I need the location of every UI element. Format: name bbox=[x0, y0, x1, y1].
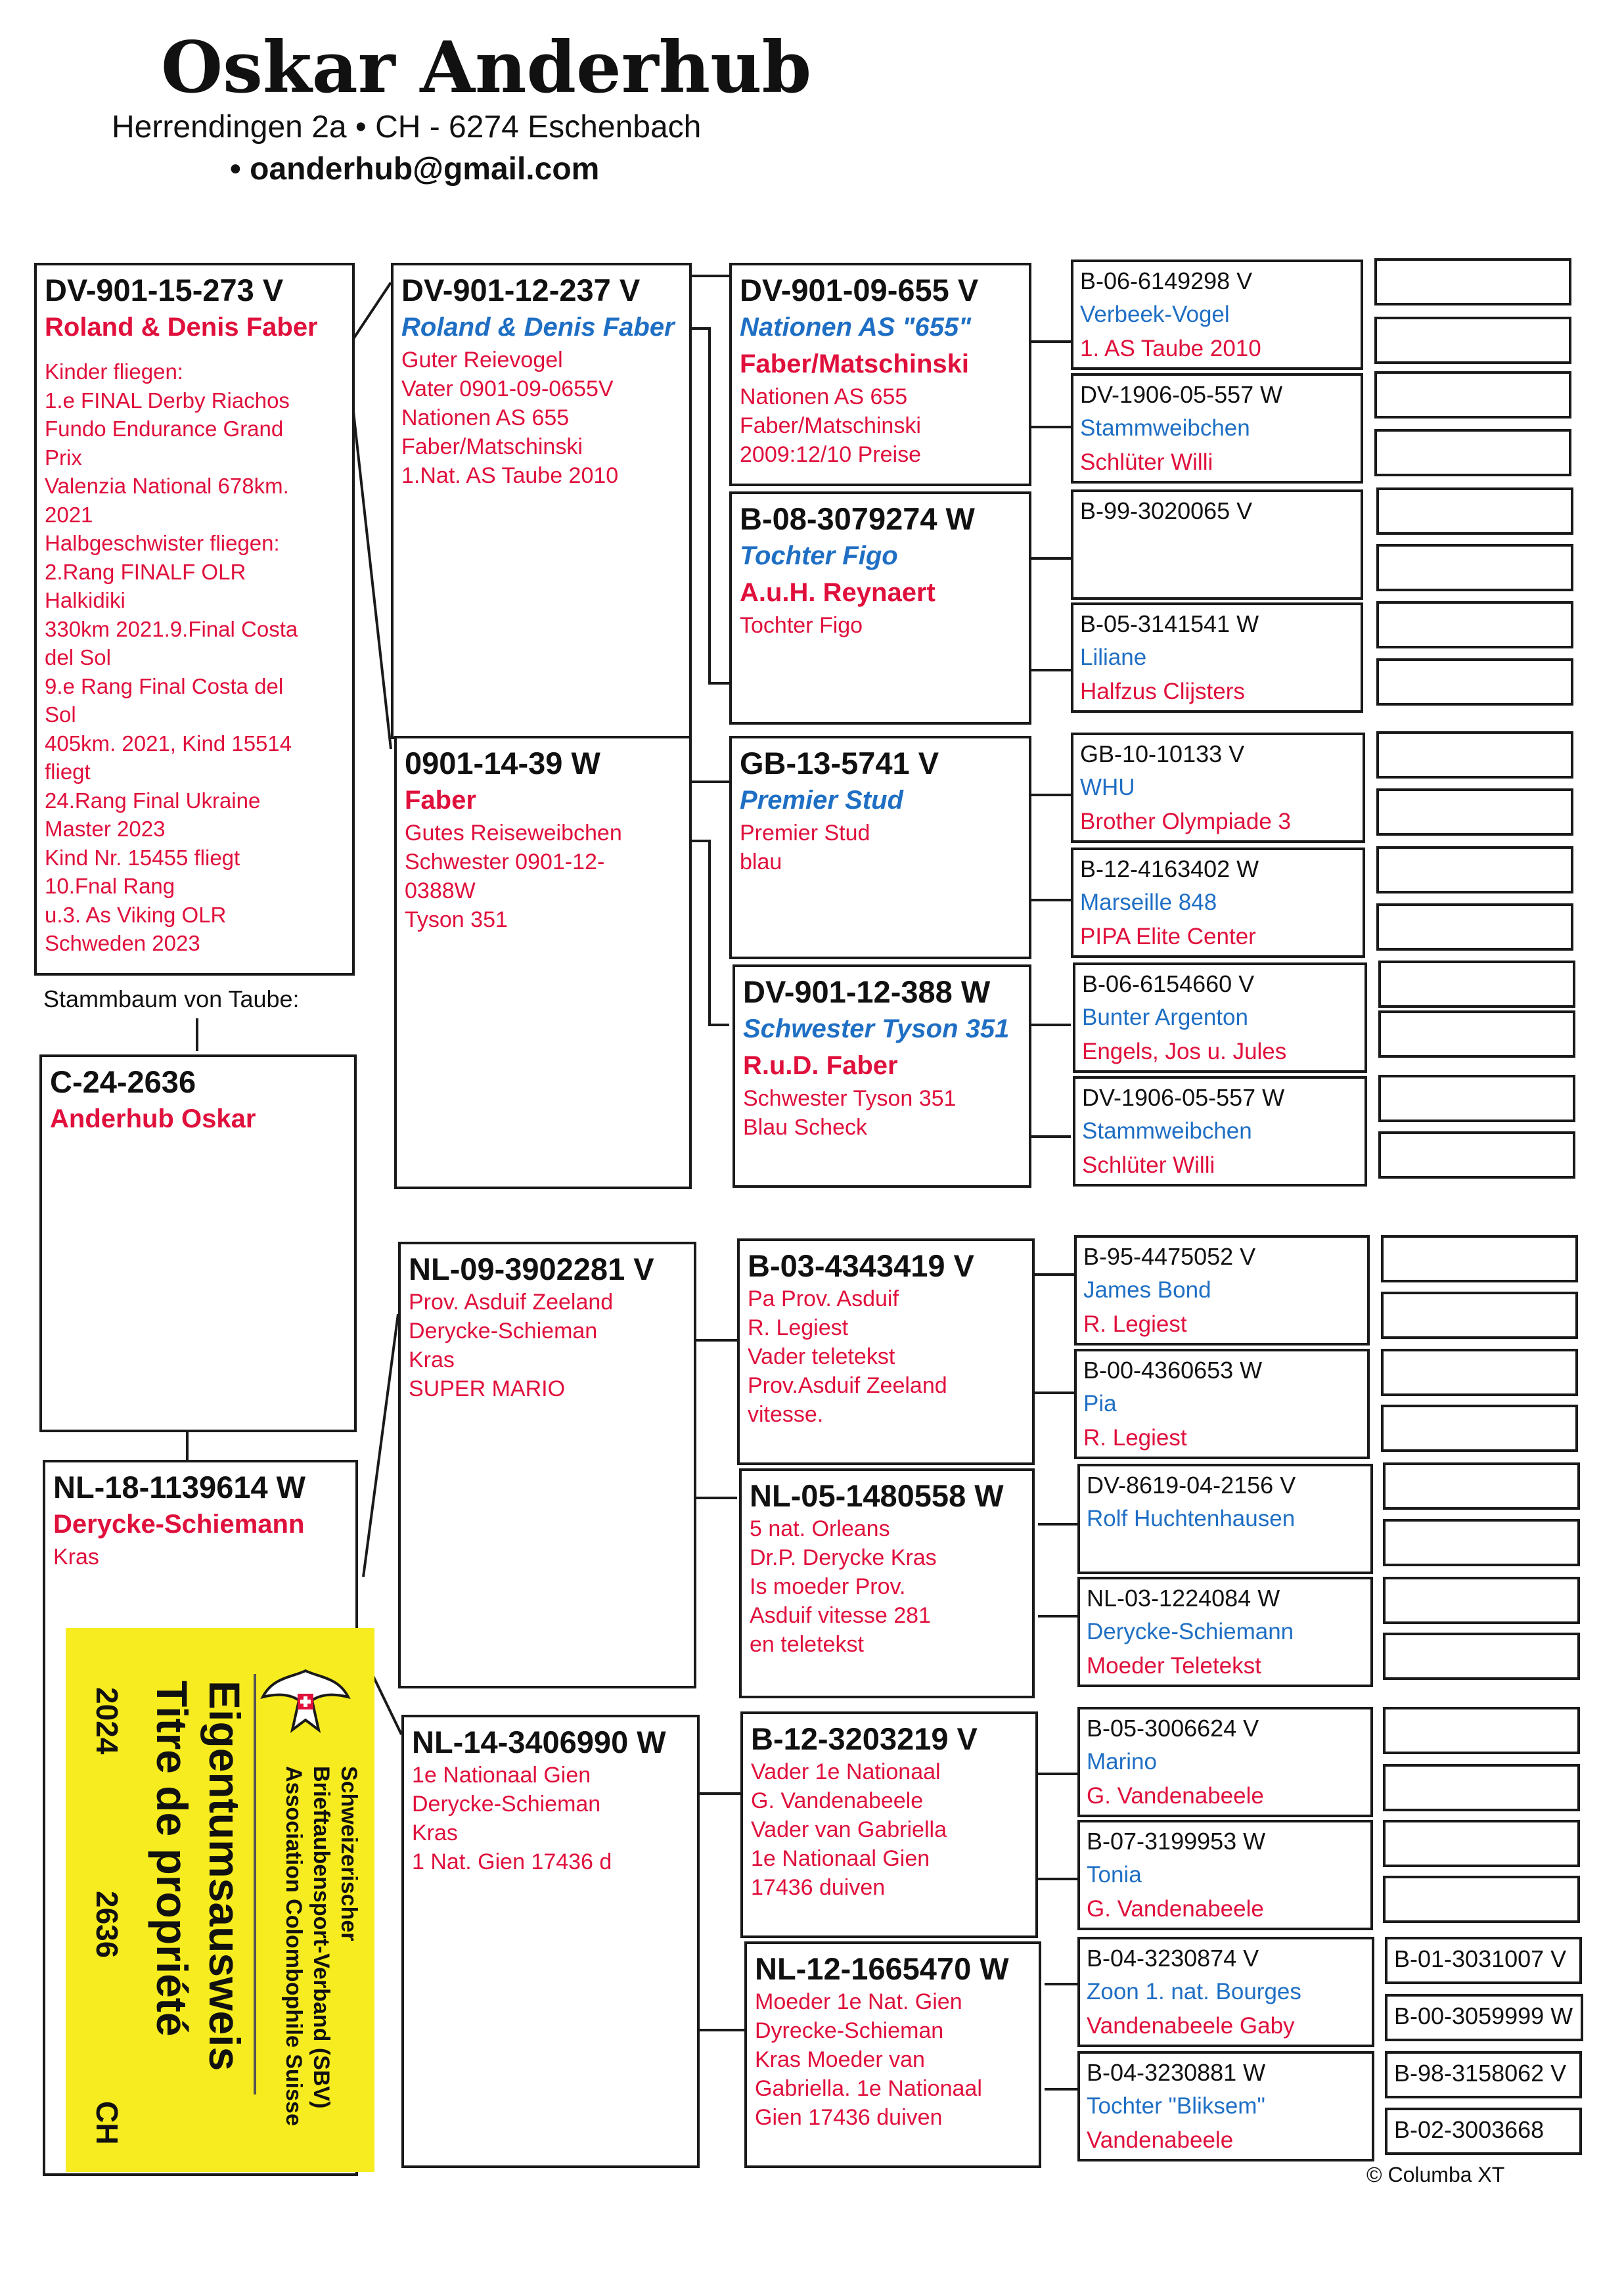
gen4-card: B-06-6154660 V Bunter Argenton Engels, Jos u. Jules bbox=[1073, 962, 1367, 1073]
gen5-slot bbox=[1383, 1764, 1580, 1811]
tag-title-de: Eigentumsausweis bbox=[200, 1681, 249, 2071]
gen3-dss: B-03-4343419 V Pa Prov. Asduif R. Legiest Vader teletekst Prov.Asduif Zeeland vitesse. bbox=[737, 1238, 1035, 1465]
gen5-slot bbox=[1383, 1633, 1580, 1680]
gen4-card: NL-03-1224084 W Derycke-Schiemann Moeder Teletekst bbox=[1077, 1577, 1373, 1687]
gen5-slot: B-98-3158062 V bbox=[1385, 2051, 1582, 2098]
gen4-card: B-04-3230881 W Tochter "Bliksem" Vandenabeele bbox=[1077, 2051, 1374, 2161]
sire-card bbox=[34, 263, 355, 976]
gen2-sire-sire: DV-901-12-237 V Roland & Denis Faber Guter Reievogel Vater 0901-09-0655V Nationen AS 655 Faber/Matschinski 1.Nat. AS Taube 2010 bbox=[391, 263, 692, 739]
gen5-slot bbox=[1376, 846, 1573, 894]
gen5-slot bbox=[1376, 544, 1573, 591]
copyright: © Columba XT bbox=[1366, 2163, 1505, 2186]
gen5-slot bbox=[1374, 371, 1571, 419]
tag-pin bbox=[254, 1674, 256, 2094]
gen3-sdd: DV-901-12-388 W Schwester Tyson 351 R.u.D. Faber Schwester Tyson 351 Blau Scheck bbox=[733, 964, 1031, 1188]
gen5-slot bbox=[1381, 1292, 1578, 1339]
dam-ring-id: NL-18-1139614 W bbox=[53, 1470, 306, 1504]
gen5-slot bbox=[1378, 961, 1575, 1008]
gen3-dsd: NL-05-1480558 W 5 nat. Orleans Dr.P. Derycke Kras Is moeder Prov. Asduif vitesse 281 en teletekst bbox=[739, 1468, 1035, 1698]
subject-owner: Anderhub Oskar bbox=[50, 1104, 256, 1133]
subject-ring-id: C-24-2636 bbox=[50, 1064, 196, 1099]
tag-title-fr: Titre de propriété bbox=[148, 1681, 196, 2037]
gen5-slot bbox=[1383, 1519, 1580, 1566]
gen5-slot: B-02-3003668 bbox=[1385, 2108, 1582, 2155]
gen4-card: DV-1906-05-557 W Stammweibchen Schlüter Willi bbox=[1071, 373, 1363, 484]
tag-org-2: Brieftaubensport-Verband (SBV) bbox=[309, 1766, 334, 2109]
gen4-card: B-07-3199953 W Tonia G. Vandenabeele bbox=[1077, 1820, 1373, 1930]
dam-notes: Kras bbox=[53, 1545, 99, 1570]
gen5-slot bbox=[1381, 1405, 1578, 1452]
gen4-card: B-00-4360653 W Pia R. Legiest bbox=[1074, 1349, 1370, 1459]
subject-card bbox=[39, 1054, 357, 1432]
gen4-card: B-06-6149298 V Verbeek-Vogel 1. AS Taube 2010 bbox=[1071, 260, 1363, 370]
tag-number: 2636 bbox=[90, 1891, 124, 1958]
breeder-address: Herrendingen 2a • CH - 6274 Eschenbach bbox=[112, 110, 702, 145]
gen5-slot bbox=[1378, 1010, 1575, 1058]
gen5-slot bbox=[1383, 1876, 1580, 1923]
gen5-slot bbox=[1383, 1820, 1580, 1867]
ownership-tag bbox=[66, 1628, 374, 2172]
gen5-slot bbox=[1376, 601, 1573, 648]
gen5-slot: B-01-3031007 V bbox=[1385, 1937, 1582, 1984]
gen5-slot bbox=[1374, 429, 1571, 476]
gen5-slot bbox=[1381, 1235, 1578, 1282]
gen4-card: B-99-3020065 V bbox=[1071, 489, 1363, 600]
gen5-slot bbox=[1376, 731, 1573, 779]
gen5-slot bbox=[1378, 1131, 1575, 1179]
gen4-card: B-04-3230874 V Zoon 1. nat. Bourges Vandenabeele Gaby bbox=[1077, 1937, 1374, 2047]
gen5-slot bbox=[1381, 1349, 1578, 1396]
tag-org-1: Schweizerischer bbox=[336, 1766, 361, 1941]
gen5-slot bbox=[1376, 903, 1573, 951]
gen3-ddd: NL-12-1665470 W Moeder 1e Nat. Gien Dyrecke-Schieman Kras Moeder van Gabriella. 1e Nationaal Gien 17436 duiven bbox=[744, 1941, 1041, 2168]
gen5-slot: B-00-3059999 W bbox=[1385, 1994, 1583, 2041]
breeder-name: Oskar Anderhub bbox=[161, 26, 812, 109]
gen3-dds: B-12-3203219 V Vader 1e Nationaal G. Vandenabeele Vader van Gabriella 1e Nationaal Gien 17436 duiven bbox=[740, 1711, 1038, 1938]
gen5-slot bbox=[1383, 1707, 1580, 1754]
sire-owner: Roland & Denis Faber bbox=[45, 313, 318, 342]
gen4-card: B-05-3141541 W Liliane Halfzus Clijsters bbox=[1071, 602, 1363, 713]
dove-icon bbox=[256, 1654, 355, 1759]
gen5-slot bbox=[1374, 317, 1571, 364]
gen5-slot bbox=[1378, 1075, 1575, 1122]
gen5-slot bbox=[1383, 1577, 1580, 1624]
tag-org-3: Association Colombophile Suisse bbox=[281, 1766, 306, 2126]
breeder-email: • oanderhub@gmail.com bbox=[230, 152, 600, 187]
gen4-card: B-12-4163402 W Marseille 848 PIPA Elite Center bbox=[1071, 848, 1365, 958]
gen4-card: DV-8619-04-2156 V Rolf Huchtenhausen bbox=[1077, 1464, 1373, 1574]
gen2-sire-dam: 0901-14-39 W Faber Gutes Reiseweibchen Schwester 0901-12- 0388W Tyson 351 bbox=[394, 736, 692, 1189]
gen5-slot bbox=[1374, 258, 1571, 305]
gen4-card: GB-10-10133 V WHU Brother Olympiade 3 bbox=[1071, 733, 1365, 843]
gen3-sss: DV-901-09-655 V Nationen AS "655" Faber/Matschinski Nationen AS 655 Faber/Matschinski 2009:12/10 Preise bbox=[729, 263, 1031, 486]
sire-notes: Kinder fliegen: 1.e FINAL Derby Riachos Fundo Endurance Grand Prix Valenzia National 678km. 2021 Halbgeschwister fliegen: 2.Rang FINALF OLR Halkidiki 330km 2021.9.Final Costa del Sol 9.e Rang Final Costa del Sol 405km. 2021, Kind 15514 fliegt 24.Rang Final Ukraine Master 2023 Kind Nr. 15455 fliegt 10.Fnal Rang u.3. As Viking OLR Schweden 2023 bbox=[45, 359, 298, 955]
tag-year: 2024 bbox=[90, 1687, 124, 1755]
gen5-slot bbox=[1376, 487, 1573, 535]
gen3-sds: GB-13-5741 V Premier Stud Premier Stud blau bbox=[729, 736, 1031, 959]
gen5-slot bbox=[1383, 1462, 1580, 1510]
gen5-slot bbox=[1376, 658, 1573, 706]
gen2-dam-sire: NL-09-3902281 V Prov. Asduif Zeeland Derycke-Schieman Kras SUPER MARIO bbox=[398, 1242, 696, 1688]
gen5-slot bbox=[1376, 788, 1573, 836]
stammbaum-label: Stammbaum von Taube: bbox=[43, 985, 300, 1012]
gen2-dam-dam: NL-14-3406990 W 1e Nationaal Gien Derycke-Schieman Kras 1 Nat. Gien 17436 d bbox=[401, 1715, 700, 2168]
gen4-card: B-95-4475052 V James Bond R. Legiest bbox=[1074, 1235, 1370, 1346]
gen4-card: B-05-3006624 V Marino G. Vandenabeele bbox=[1077, 1707, 1373, 1817]
gen4-card: DV-1906-05-557 W Stammweibchen Schlüter Willi bbox=[1073, 1076, 1367, 1187]
gen3-ssd: B-08-3079274 W Tochter Figo A.u.H. Reynaert Tochter Figo bbox=[729, 491, 1031, 725]
tag-country: CH bbox=[90, 2101, 124, 2145]
sire-ring-id: DV-901-15-273 V bbox=[45, 273, 284, 307]
dam-owner: Derycke-Schiemann bbox=[53, 1510, 305, 1539]
